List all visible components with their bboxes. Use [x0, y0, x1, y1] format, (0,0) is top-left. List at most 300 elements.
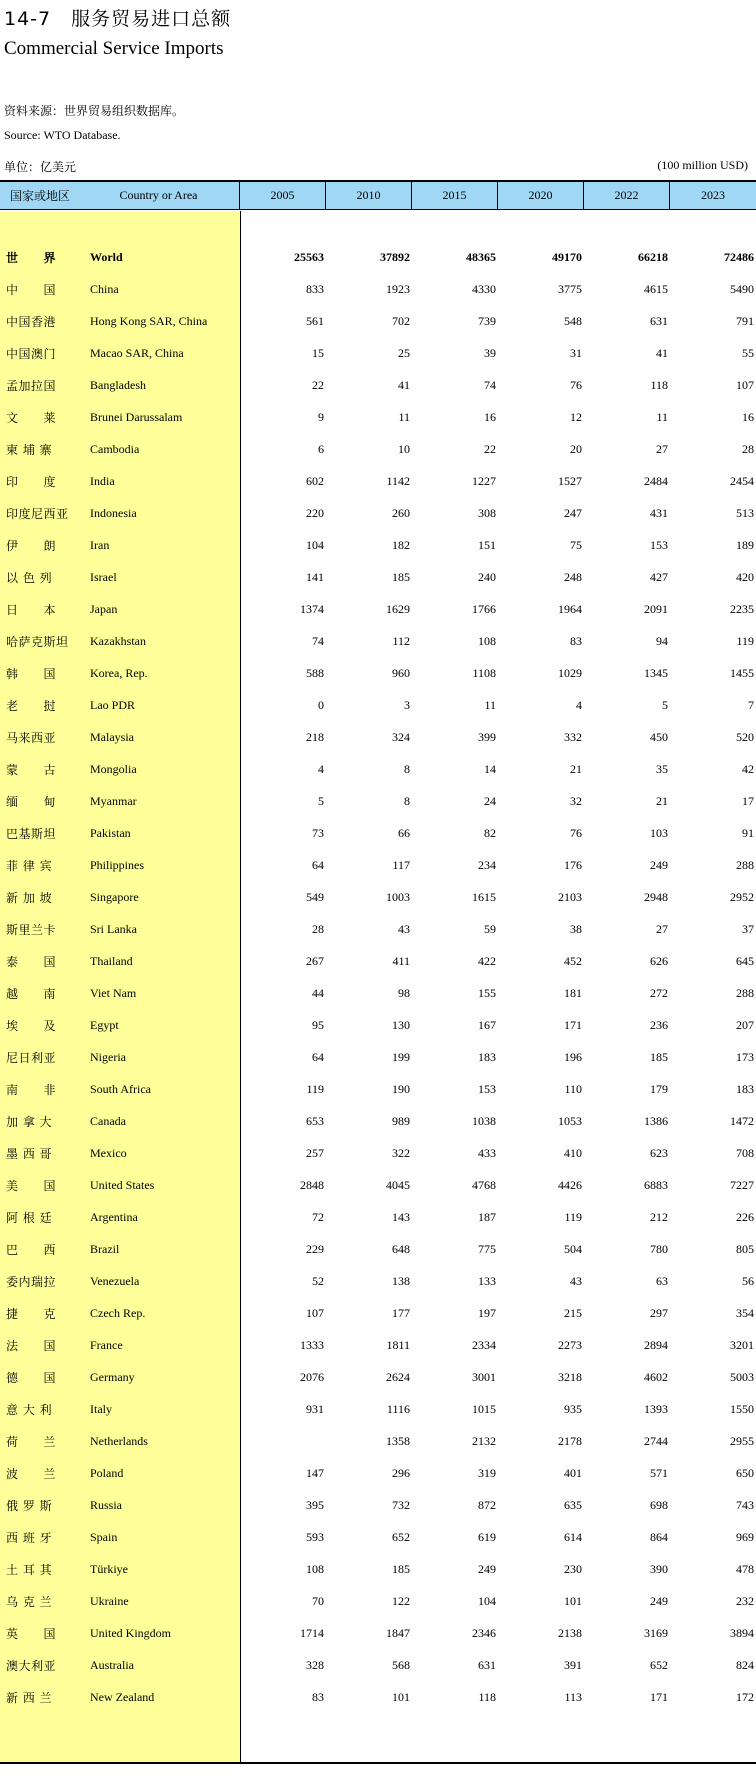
value-cell: 332 [564, 729, 582, 744]
country-name-en: Sri Lanka [90, 921, 137, 936]
value-cell: 112 [392, 633, 410, 648]
value-cell: 6883 [644, 1177, 668, 1192]
value-cell: 5 [662, 697, 668, 712]
table-row [0, 401, 756, 433]
value-cell: 1142 [386, 473, 410, 488]
value-cell: 2273 [558, 1337, 582, 1352]
value-cell: 652 [650, 1657, 668, 1672]
value-cell: 1374 [300, 601, 324, 616]
value-cell: 207 [736, 1017, 754, 1032]
value-cell: 619 [478, 1529, 496, 1544]
value-cell: 431 [650, 505, 668, 520]
value-cell: 98 [398, 985, 410, 1000]
value-cell: 63 [656, 1273, 668, 1288]
value-cell: 28 [742, 441, 754, 456]
value-cell: 1615 [472, 889, 496, 904]
country-name-cn: 尼日利亚 [6, 1050, 57, 1065]
source-note-cn: 资料来源：世界贸易组织数据库。 [4, 104, 185, 118]
table-row [0, 1617, 756, 1649]
value-cell: 41 [398, 377, 410, 392]
value-cell: 37892 [380, 249, 410, 264]
value-cell: 2235 [730, 601, 754, 616]
value-cell: 28 [312, 921, 324, 936]
value-cell: 4602 [644, 1369, 668, 1384]
value-cell: 155 [478, 985, 496, 1000]
value-cell: 113 [564, 1689, 582, 1704]
value-cell: 1345 [644, 665, 668, 680]
table-row [0, 689, 756, 721]
table-body [0, 241, 756, 1713]
value-cell: 70 [312, 1593, 324, 1608]
value-cell: 401 [564, 1465, 582, 1480]
value-cell: 91 [742, 825, 754, 840]
value-cell: 64 [312, 1049, 324, 1064]
value-cell: 108 [306, 1561, 324, 1576]
value-cell: 548 [564, 313, 582, 328]
value-cell: 43 [398, 921, 410, 936]
value-cell: 872 [478, 1497, 496, 1512]
value-cell: 450 [650, 729, 668, 744]
value-cell: 328 [306, 1657, 324, 1672]
country-name-en: Viet Nam [90, 985, 137, 1000]
value-cell: 433 [478, 1145, 496, 1160]
value-cell: 571 [650, 1465, 668, 1480]
country-name-en: Mongolia [90, 761, 137, 776]
value-cell: 422 [478, 953, 496, 968]
country-name-en: China [90, 281, 119, 296]
value-cell: 652 [392, 1529, 410, 1544]
value-cell: 2346 [472, 1625, 496, 1640]
country-name-en: Korea, Rep. [90, 665, 148, 680]
value-cell: 267 [306, 953, 324, 968]
value-cell: 185 [650, 1049, 668, 1064]
value-cell: 190 [392, 1081, 410, 1096]
value-cell: 171 [650, 1689, 668, 1704]
value-cell: 151 [478, 537, 496, 552]
value-cell: 623 [650, 1145, 668, 1160]
country-name-cn: 韩 国 [6, 666, 57, 681]
value-cell: 15 [312, 345, 324, 360]
value-cell: 1714 [300, 1625, 324, 1640]
value-cell: 22 [312, 377, 324, 392]
value-cell: 2894 [644, 1337, 668, 1352]
country-name-cn: 意 大 利 [6, 1402, 53, 1417]
value-cell: 179 [650, 1081, 668, 1096]
table-row [0, 721, 756, 753]
value-cell: 2955 [730, 1433, 754, 1448]
value-cell: 173 [736, 1049, 754, 1064]
value-cell: 141 [306, 569, 324, 584]
country-name-cn: 哈萨克斯坦 [6, 634, 69, 649]
value-cell: 4045 [386, 1177, 410, 1192]
value-cell: 739 [478, 313, 496, 328]
country-name-en: Türkiye [90, 1561, 128, 1576]
country-name-en: Malaysia [90, 729, 134, 744]
value-cell: 2103 [558, 889, 582, 904]
country-name-en: Poland [90, 1465, 124, 1480]
table-row [0, 1105, 756, 1137]
header-year: 2022 [584, 182, 670, 210]
value-cell: 391 [564, 1657, 582, 1672]
table-row [0, 1265, 756, 1297]
country-name-cn: 世 界 [6, 250, 57, 265]
country-name-en: Egypt [90, 1017, 119, 1032]
country-name-cn: 文 莱 [6, 410, 57, 425]
header-year: 2005 [240, 182, 326, 210]
value-cell: 49170 [552, 249, 582, 264]
value-cell: 2948 [644, 889, 668, 904]
value-cell: 31 [570, 345, 582, 360]
country-name-en: Nigeria [90, 1049, 126, 1064]
value-cell: 420 [736, 569, 754, 584]
value-cell: 3218 [558, 1369, 582, 1384]
value-cell: 27 [656, 921, 668, 936]
value-cell: 171 [564, 1017, 582, 1032]
country-name-cn: 越 南 [6, 986, 57, 1001]
value-cell: 119 [306, 1081, 324, 1096]
value-cell: 74 [484, 377, 496, 392]
country-name-en: Myanmar [90, 793, 137, 808]
table-bottom-rule [0, 1762, 756, 1764]
value-cell: 427 [650, 569, 668, 584]
country-name-en: India [90, 473, 115, 488]
value-cell: 960 [392, 665, 410, 680]
table-row [0, 241, 756, 273]
value-cell: 187 [478, 1209, 496, 1224]
value-cell: 104 [306, 537, 324, 552]
country-name-en: Iran [90, 537, 110, 552]
value-cell: 593 [306, 1529, 324, 1544]
country-name-en: Czech Rep. [90, 1305, 146, 1320]
value-cell: 3894 [730, 1625, 754, 1640]
value-cell: 17 [742, 793, 754, 808]
value-cell: 59 [484, 921, 496, 936]
country-name-cn: 加 拿 大 [6, 1114, 53, 1129]
table-row [0, 1457, 756, 1489]
table-row [0, 1297, 756, 1329]
country-name-cn: 巴 西 [6, 1242, 57, 1257]
unit-label-en: (100 million USD) [657, 158, 748, 172]
country-name-en: Canada [90, 1113, 126, 1128]
value-cell: 635 [564, 1497, 582, 1512]
value-cell: 3775 [558, 281, 582, 296]
value-cell: 732 [392, 1497, 410, 1512]
value-cell: 2138 [558, 1625, 582, 1640]
value-cell: 8 [404, 761, 410, 776]
value-cell: 297 [650, 1305, 668, 1320]
table-row [0, 529, 756, 561]
value-cell: 16 [484, 409, 496, 424]
table-row [0, 817, 756, 849]
value-cell: 2454 [730, 473, 754, 488]
value-cell: 32 [570, 793, 582, 808]
country-name-en: Israel [90, 569, 117, 584]
value-cell: 645 [736, 953, 754, 968]
value-cell: 167 [478, 1017, 496, 1032]
value-cell: 189 [736, 537, 754, 552]
value-cell: 805 [736, 1241, 754, 1256]
value-cell: 4 [576, 697, 582, 712]
value-cell: 177 [392, 1305, 410, 1320]
header-year: 2023 [670, 182, 756, 210]
value-cell: 249 [650, 1593, 668, 1608]
table-row [0, 945, 756, 977]
table-row [0, 753, 756, 785]
value-cell: 5490 [730, 281, 754, 296]
value-cell: 2178 [558, 1433, 582, 1448]
value-cell: 1847 [386, 1625, 410, 1640]
value-cell: 864 [650, 1529, 668, 1544]
table-row [0, 1553, 756, 1585]
table-row [0, 1361, 756, 1393]
value-cell: 1358 [386, 1433, 410, 1448]
table-row [0, 1585, 756, 1617]
table-row [0, 1169, 756, 1201]
value-cell: 42 [742, 761, 754, 776]
value-cell: 176 [564, 857, 582, 872]
country-name-en: Russia [90, 1497, 123, 1512]
value-cell: 218 [306, 729, 324, 744]
table-row [0, 1201, 756, 1233]
source-note-en: Source: WTO Database. [4, 128, 121, 142]
country-name-cn: 以 色 列 [6, 570, 53, 585]
value-cell: 215 [564, 1305, 582, 1320]
value-cell: 48365 [466, 249, 496, 264]
country-name-en: South Africa [90, 1081, 151, 1096]
country-name-en: Philippines [90, 857, 145, 872]
country-name-en: Bangladesh [90, 377, 146, 392]
value-cell: 319 [478, 1465, 496, 1480]
country-name-cn: 孟加拉国 [6, 378, 57, 393]
country-name-cn: 德 国 [6, 1370, 57, 1385]
value-cell: 130 [392, 1017, 410, 1032]
value-cell: 25563 [294, 249, 324, 264]
country-name-cn: 缅 甸 [6, 794, 57, 809]
value-cell: 16 [742, 409, 754, 424]
value-cell: 248 [564, 569, 582, 584]
country-name-cn: 阿 根 廷 [6, 1210, 53, 1225]
value-cell: 935 [564, 1401, 582, 1416]
value-cell: 249 [650, 857, 668, 872]
value-cell: 9 [318, 409, 324, 424]
value-cell: 11 [398, 409, 410, 424]
country-name-cn: 西 班 牙 [6, 1530, 53, 1545]
value-cell: 2848 [300, 1177, 324, 1192]
value-cell: 153 [650, 537, 668, 552]
value-cell: 322 [392, 1145, 410, 1160]
value-cell: 602 [306, 473, 324, 488]
value-cell: 3001 [472, 1369, 496, 1384]
country-name-en: Ukraine [90, 1593, 129, 1608]
value-cell: 76 [570, 377, 582, 392]
country-name-en: World [90, 249, 123, 264]
value-cell: 2624 [386, 1369, 410, 1384]
value-cell: 288 [736, 985, 754, 1000]
value-cell: 1333 [300, 1337, 324, 1352]
value-cell: 1923 [386, 281, 410, 296]
table-row [0, 1041, 756, 1073]
value-cell: 14 [484, 761, 496, 776]
value-cell: 41 [656, 345, 668, 360]
table-row [0, 1521, 756, 1553]
value-cell: 66 [398, 825, 410, 840]
value-cell: 989 [392, 1113, 410, 1128]
value-cell: 66218 [638, 249, 668, 264]
value-cell: 1393 [644, 1401, 668, 1416]
value-cell: 702 [392, 313, 410, 328]
value-cell: 37 [742, 921, 754, 936]
value-cell: 1964 [558, 601, 582, 616]
value-cell: 780 [650, 1241, 668, 1256]
table-row [0, 369, 756, 401]
value-cell: 5 [318, 793, 324, 808]
country-name-cn: 印度尼西亚 [6, 506, 69, 521]
value-cell: 308 [478, 505, 496, 520]
value-cell: 833 [306, 281, 324, 296]
value-cell: 107 [306, 1305, 324, 1320]
value-cell: 5003 [730, 1369, 754, 1384]
value-cell: 1766 [472, 601, 496, 616]
value-cell: 3169 [644, 1625, 668, 1640]
country-name-cn: 日 本 [6, 602, 57, 617]
country-name-cn: 菲 律 宾 [6, 858, 53, 873]
header-country-en: Country or Area [78, 182, 240, 210]
value-cell: 395 [306, 1497, 324, 1512]
value-cell: 75 [570, 537, 582, 552]
value-cell: 183 [736, 1081, 754, 1096]
table-row [0, 977, 756, 1009]
value-cell: 2076 [300, 1369, 324, 1384]
table-row [0, 1393, 756, 1425]
value-cell: 2484 [644, 473, 668, 488]
value-cell: 122 [392, 1593, 410, 1608]
value-cell: 73 [312, 825, 324, 840]
value-cell: 118 [650, 377, 668, 392]
country-name-en: Netherlands [90, 1433, 148, 1448]
value-cell: 44 [312, 985, 324, 1000]
table-row [0, 1329, 756, 1361]
value-cell: 1455 [730, 665, 754, 680]
country-name-cn: 捷 克 [6, 1306, 57, 1321]
country-name-cn: 南 非 [6, 1082, 57, 1097]
value-cell: 410 [564, 1145, 582, 1160]
value-cell: 56 [742, 1273, 754, 1288]
value-cell: 1629 [386, 601, 410, 616]
table-row [0, 1681, 756, 1713]
table-row [0, 1073, 756, 1105]
table-row [0, 337, 756, 369]
value-cell: 94 [656, 633, 668, 648]
value-cell: 10 [398, 441, 410, 456]
value-cell: 185 [392, 1561, 410, 1576]
page-title-en: Commercial Service Imports [4, 38, 224, 59]
value-cell: 39 [484, 345, 496, 360]
country-name-cn: 蒙 古 [6, 762, 57, 777]
value-cell: 118 [478, 1689, 496, 1704]
value-cell: 561 [306, 313, 324, 328]
value-cell: 399 [478, 729, 496, 744]
value-cell: 220 [306, 505, 324, 520]
value-cell: 22 [484, 441, 496, 456]
value-cell: 232 [736, 1593, 754, 1608]
value-cell: 212 [650, 1209, 668, 1224]
country-name-en: Argentina [90, 1209, 138, 1224]
value-cell: 257 [306, 1145, 324, 1160]
value-cell: 107 [736, 377, 754, 392]
value-cell: 7 [748, 697, 754, 712]
value-cell: 24 [484, 793, 496, 808]
value-cell: 824 [736, 1657, 754, 1672]
table-row [0, 1649, 756, 1681]
value-cell: 27 [656, 441, 668, 456]
value-cell: 2091 [644, 601, 668, 616]
table-row [0, 1137, 756, 1169]
country-name-cn: 委内瑞拉 [6, 1274, 57, 1289]
header-year: 2010 [326, 182, 412, 210]
country-name-cn: 俄 罗 斯 [6, 1498, 53, 1513]
country-name-cn: 柬 埔 寨 [6, 442, 53, 457]
table-row [0, 913, 756, 945]
value-cell: 240 [478, 569, 496, 584]
value-cell: 4426 [558, 1177, 582, 1192]
value-cell: 101 [392, 1689, 410, 1704]
value-cell: 11 [484, 697, 496, 712]
value-cell: 20 [570, 441, 582, 456]
country-name-cn: 新 西 兰 [6, 1690, 53, 1705]
table-row [0, 561, 756, 593]
table-row [0, 593, 756, 625]
value-cell: 1116 [386, 1401, 410, 1416]
value-cell: 234 [478, 857, 496, 872]
country-name-en: New Zealand [90, 1689, 155, 1704]
country-name-en: Italy [90, 1401, 112, 1416]
value-cell: 614 [564, 1529, 582, 1544]
value-cell: 452 [564, 953, 582, 968]
value-cell: 38 [570, 921, 582, 936]
value-cell: 3201 [730, 1337, 754, 1352]
value-cell: 631 [650, 313, 668, 328]
value-cell: 0 [318, 697, 324, 712]
country-name-en: Mexico [90, 1145, 127, 1160]
table-row [0, 1489, 756, 1521]
page-title-cn: 14-7 服务贸易进口总额 [4, 8, 232, 30]
country-name-cn: 斯里兰卡 [6, 922, 57, 937]
table-row [0, 849, 756, 881]
header-country-cn: 国家或地区 [0, 182, 78, 210]
country-name-en: Spain [90, 1529, 118, 1544]
value-cell: 138 [392, 1273, 410, 1288]
value-cell: 2744 [644, 1433, 668, 1448]
value-cell: 108 [478, 633, 496, 648]
value-cell: 1472 [730, 1113, 754, 1128]
country-name-cn: 英 国 [6, 1626, 57, 1641]
value-cell: 153 [478, 1081, 496, 1096]
header-year: 2015 [412, 182, 498, 210]
country-name-cn: 巴基斯坦 [6, 826, 57, 841]
country-name-en: France [90, 1337, 123, 1352]
country-name-cn: 印 度 [6, 474, 57, 489]
value-cell: 74 [312, 633, 324, 648]
table-row [0, 433, 756, 465]
value-cell: 119 [564, 1209, 582, 1224]
value-cell: 296 [392, 1465, 410, 1480]
value-cell: 969 [736, 1529, 754, 1544]
value-cell: 83 [570, 633, 582, 648]
value-cell: 4768 [472, 1177, 496, 1192]
value-cell: 1527 [558, 473, 582, 488]
value-cell: 288 [736, 857, 754, 872]
value-cell: 197 [478, 1305, 496, 1320]
